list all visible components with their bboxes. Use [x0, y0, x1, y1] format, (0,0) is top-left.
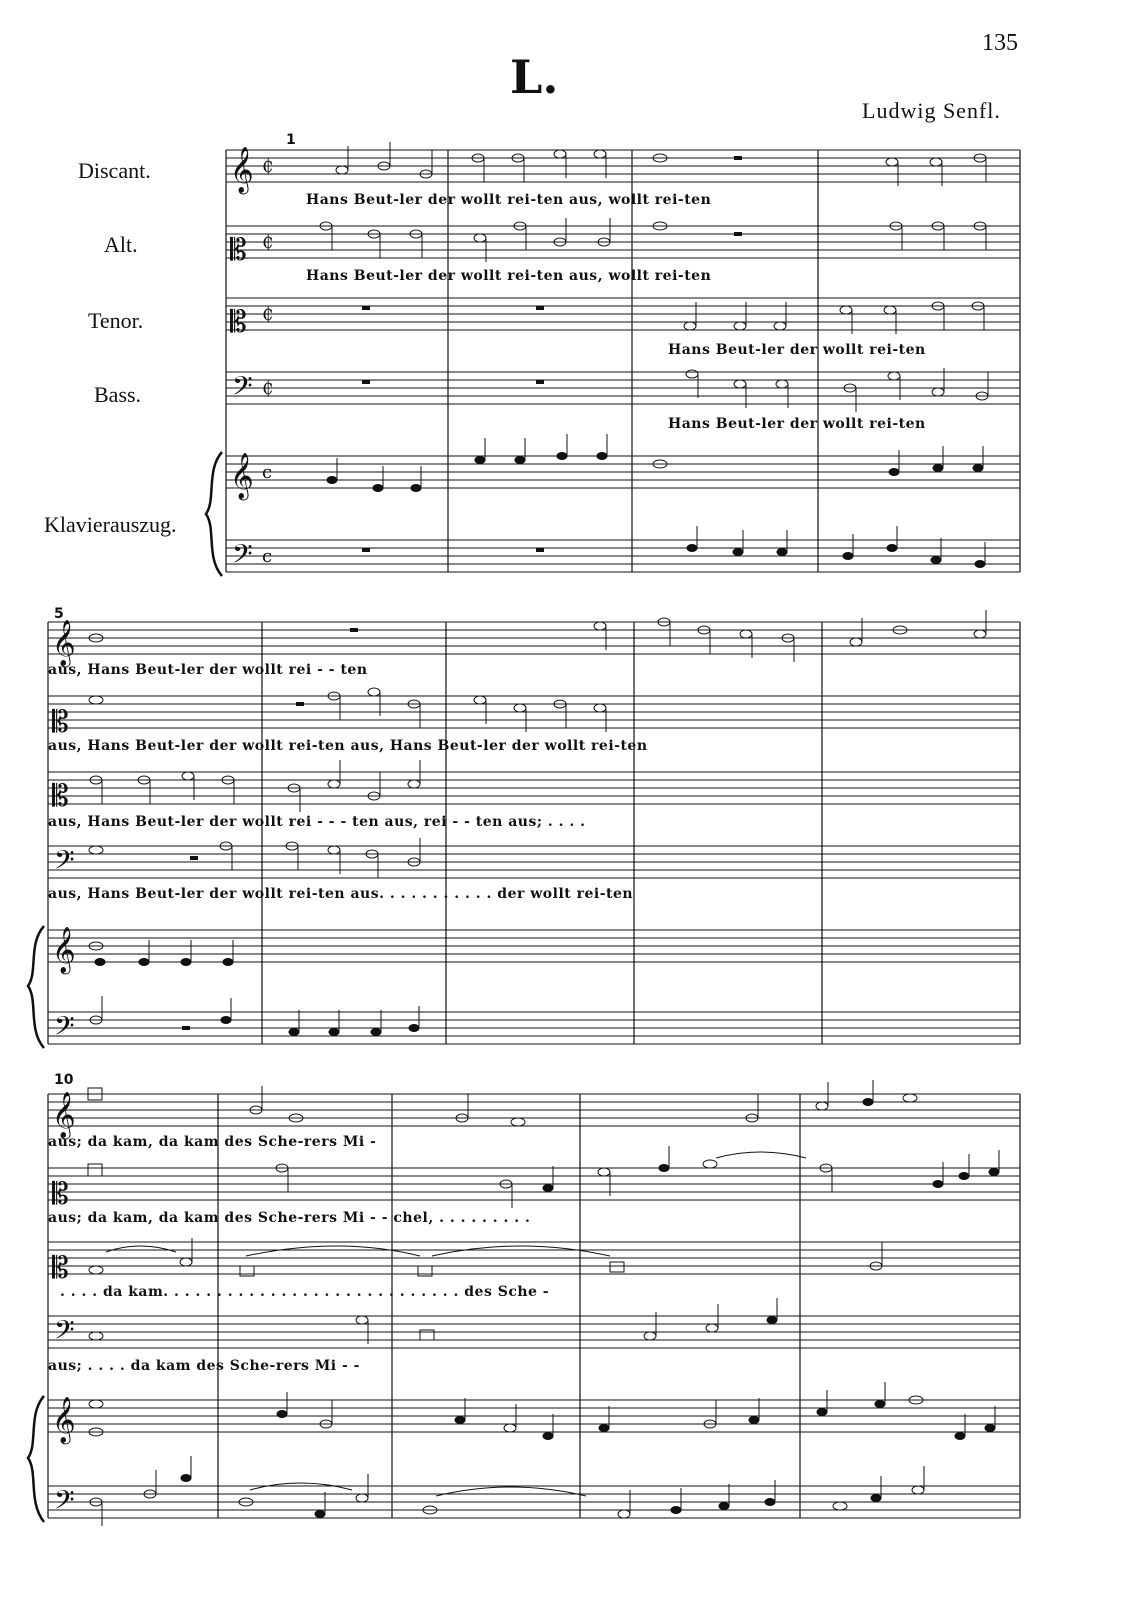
svg-text:𝄢: 𝄢: [54, 844, 75, 882]
svg-text:𝄞: 𝄞: [52, 1397, 76, 1443]
staff-piano-treble: [226, 456, 1020, 488]
staff-discant: [226, 150, 1020, 182]
part-label-bass: Bass.: [94, 382, 142, 407]
svg-text:𝄡: 𝄡: [52, 1251, 69, 1286]
measure-number-10: 10: [54, 1072, 74, 1088]
svg-text:𝄞: 𝄞: [52, 1092, 76, 1138]
svg-text:𝄞: 𝄞: [230, 147, 254, 193]
barlines-system-1: [226, 150, 1020, 572]
svg-text:𝄢: 𝄢: [54, 1484, 75, 1522]
clefs-system-1: [230, 147, 254, 576]
svg-text:𝄢: 𝄢: [232, 370, 253, 408]
svg-text:𝄢: 𝄢: [54, 1314, 75, 1352]
lyrics-s2-bass: aus, Hans Beut-ler der wollt rei-ten aus. . . . . . . . . . . der wollt rei-ten: [48, 886, 634, 902]
svg-text:𝄢: 𝄢: [232, 538, 253, 576]
lyrics-s3-tenor: . . . . da kam. . . . . . . . . . . . . . . . . . . . . . . . . . . . des Sche -: [60, 1284, 550, 1300]
part-label-piano: Klavierauszug.: [44, 512, 177, 537]
composer-name: Ludwig Senfl.: [862, 98, 1001, 123]
time-signatures-system-1: [262, 156, 273, 567]
piece-number: L.: [510, 50, 559, 104]
part-label-tenor: Tenor.: [88, 308, 144, 333]
svg-text:𝄞: 𝄞: [52, 927, 76, 973]
part-label-discant: Discant.: [78, 158, 151, 183]
svg-text:𝄡: 𝄡: [52, 1177, 69, 1212]
svg-text:₵: ₵: [262, 232, 274, 253]
svg-text:𝄡: 𝄡: [52, 779, 69, 814]
svg-text:c: c: [262, 462, 273, 483]
lyrics-s2-discant: aus, Hans Beut-ler der wollt rei - - ten: [48, 662, 368, 678]
lyrics-s1-bass: Hans Beut-ler der wollt rei-ten: [668, 416, 926, 432]
staff-bass: [226, 372, 1020, 404]
lyrics-s1-discant: Hans Beut-ler der wollt rei-ten aus, wollt rei-ten: [306, 192, 712, 208]
lyrics-s3-discant: aus; da kam, da kam des Sche-rers Mi -: [48, 1134, 377, 1150]
rests-system-1: [362, 156, 742, 552]
svg-text:𝄢: 𝄢: [54, 1010, 75, 1048]
staff-tenor: [226, 298, 1020, 330]
piano-brace: [206, 452, 222, 576]
svg-text:₵: ₵: [262, 156, 274, 177]
lyrics-s1-alt: Hans Beut-ler der wollt rei-ten aus, wollt rei-ten: [306, 268, 712, 284]
svg-text:𝄡: 𝄡: [52, 705, 69, 740]
system-3: [28, 1080, 1020, 1526]
staff-alt: [226, 226, 1020, 258]
svg-text:𝄞: 𝄞: [230, 453, 254, 499]
lyrics-s3-bass: aus; . . . . da kam des Sche-rers Mi - -: [48, 1358, 360, 1374]
page-number: 135: [982, 30, 1018, 56]
lyrics-s2-tenor: aus, Hans Beut-ler der wollt rei - - - ten aus, rei - - ten aus; . . . .: [48, 814, 586, 830]
system-1: [206, 142, 1020, 576]
svg-text:₵: ₵: [262, 378, 274, 399]
lyrics-s2-alt: aus, Hans Beut-ler der wollt rei-ten aus, Hans Beut-ler der wollt rei-ten: [48, 738, 648, 754]
lyrics-s3-alt: aus; da kam, da kam des Sche-rers Mi - - chel, . . . . . . . . .: [48, 1210, 531, 1226]
svg-text:𝄡: 𝄡: [230, 233, 247, 268]
lyrics-s1-tenor: Hans Beut-ler der wollt rei-ten: [668, 342, 926, 358]
notes-system-1: [320, 142, 988, 568]
svg-text:𝄡: 𝄡: [230, 305, 247, 340]
part-label-alt: Alt.: [104, 232, 138, 257]
measure-number-1: 1: [286, 132, 296, 148]
svg-text:𝄞: 𝄞: [52, 620, 76, 666]
staff-piano-bass: [226, 540, 1020, 572]
svg-text:₵: ₵: [262, 304, 274, 325]
system-2: [28, 610, 1020, 1048]
measure-number-5: 5: [54, 606, 64, 622]
svg-text:c: c: [262, 546, 273, 567]
